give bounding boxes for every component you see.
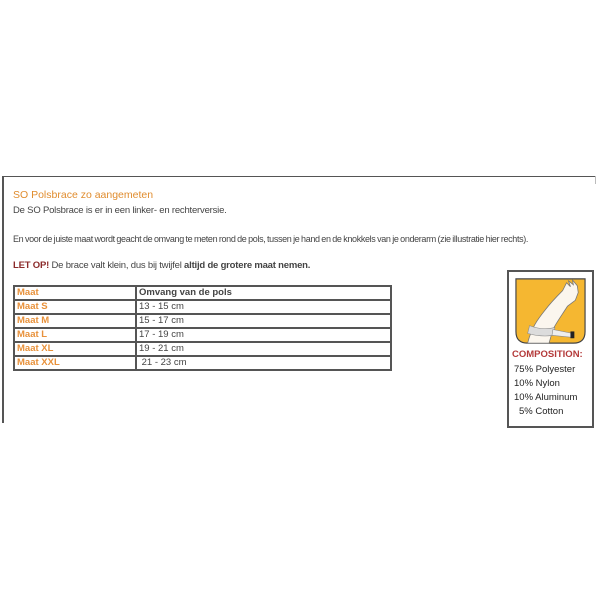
- composition-title: COMPOSITION:: [512, 349, 583, 360]
- composition-item: 75% Polyester: [514, 364, 576, 375]
- composition-item: 10% Nylon: [514, 378, 560, 389]
- warning-text: De brace valt klein, dus bij twijfel: [49, 260, 185, 271]
- size-label: Maat S: [14, 300, 136, 314]
- size-range: 13 - 15 cm: [136, 300, 391, 314]
- size-range: 21 - 23 cm: [136, 356, 391, 370]
- composition-panel: [507, 270, 594, 428]
- sizing-instructions: En voor de juiste maat wordt geacht de omvang te meten rond de pols, tussen je hand en de knokkels van je onderarm (zie illustratie hier rechts).: [13, 234, 529, 244]
- table-row: [14, 300, 391, 314]
- size-range: 17 - 19 cm: [136, 328, 391, 342]
- page-heading: SO Polsbrace zo aangemeten: [13, 189, 154, 201]
- warning-label: LET OP!: [13, 260, 50, 271]
- size-table: [13, 285, 392, 371]
- table-header-row: [14, 286, 391, 300]
- header-size: Maat: [14, 286, 136, 300]
- table-row: [14, 342, 391, 356]
- table-row: [14, 328, 391, 342]
- size-label: Maat M: [14, 314, 136, 328]
- frame-edge: [595, 176, 596, 184]
- composition-item: 5% Cotton: [519, 406, 564, 417]
- size-label: Maat XXL: [14, 356, 136, 370]
- size-label: Maat L: [14, 328, 136, 342]
- size-range: 19 - 21 cm: [136, 342, 391, 356]
- warning-emphasis: altijd de grotere maat nemen.: [184, 260, 311, 271]
- intro-text: De SO Polsbrace is er in een linker- en rechterversie.: [13, 205, 227, 216]
- table-row: [14, 314, 391, 328]
- wrist-measuring-tape-icon: [514, 276, 587, 346]
- table-row: [14, 356, 391, 370]
- header-wrist-circumference: Omvang van de pols: [136, 286, 391, 300]
- warning-note: [13, 260, 310, 271]
- size-label: Maat XL: [14, 342, 136, 356]
- composition-item: 10% Aluminum: [514, 392, 578, 403]
- size-range: 15 - 17 cm: [136, 314, 391, 328]
